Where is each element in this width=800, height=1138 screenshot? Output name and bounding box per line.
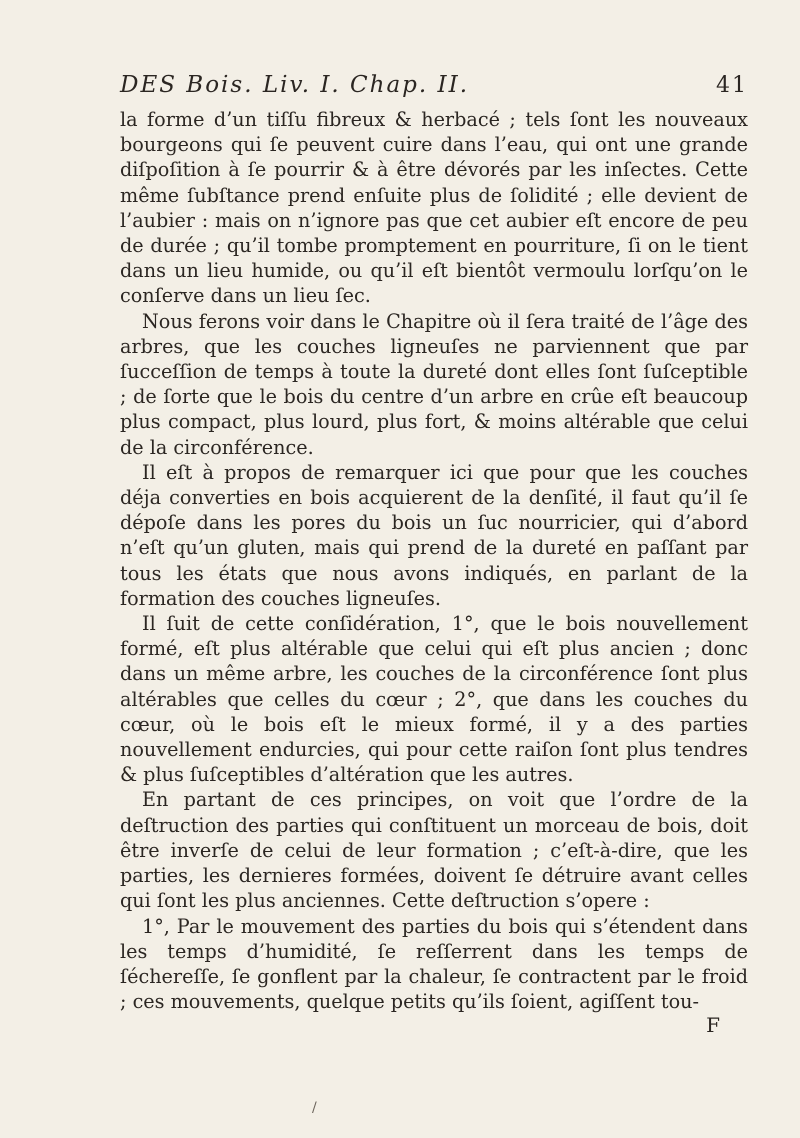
paragraph-1: la forme d’un tiſſu fibreux & herbacé ; tels ſont les nouveaux bourgeons qui ſe peuvent cuire dans l’eau, qui ont une grande diſpoſition à ſe pourrir & à être dévorés par les inſectes. Cette même ſubſtance prend enſuite plus de ſolidité ; elle devient de l’aubier : mais on n’ignore pas que cet aubier eſt encore de peu de durée ; qu’il tombe promptement en pourriture, ſi on le tient dans un lieu humide, ou qu’il eſt bientôt vermoulu lorſqu’on le conſerve dans un lieu ſec. <box>120 108 748 308</box>
running-head-title: DES Bois. Liv. I. Chap. II. <box>120 72 470 98</box>
signature-mark: F <box>706 1013 720 1038</box>
paragraph-4: Il ſuit de cette conſidération, 1°, que le bois nouvellement formé, eſt plus altérable que celui qui eſt plus ancien ; donc dans un même arbre, les couches de la circonférence ſont plus altérables que celles du cœur ; 2°, que dans les couches du cœur, où le bois eſt le mieux formé, il y a des parties nouvellement endurcies, qui pour cette raiſon ſont plus tendres & plus ſuſceptibles d’altération que les autres. <box>120 612 748 787</box>
paragraph-3: Il eſt à propos de remarquer ici que pour que les couches déja converties en bois acquierent de la denſité, il faut qu’il ſe dépoſe dans les pores du bois un ſuc nourricier, qui d’abord n’eſt qu’un gluten, mais qui prend de la dureté en paſſant par tous les états que nous avons indiqués, en parlant de la formation des couches ligneuſes. <box>120 460 748 610</box>
paragraph-5: En partant de ces principes, on voit que l’ordre de la deſtruction des parties qui conſtituent un morceau de bois, doit être inverſe de celui de leur formation ; c’eſt-à-dire, que les parties, les dernieres formées, doivent ſe détruire avant celles qui ſont les plus anciennes. Cette deſtruction s’opere : <box>120 788 748 913</box>
footer-mark: / <box>312 1100 317 1116</box>
paragraph-6: 1°, Par le mouvement des parties du bois qui s’étendent dans les temps d’humidité, ſe reſſerrent dans les temps de ſéchereſſe, ſe gonflent par la chaleur, ſe contractent par le froid ; ces mouvements, quelque petits qu’ils ſoient, agiſſent tou- <box>120 914 748 1014</box>
running-head <box>120 70 748 101</box>
page-number: 41 <box>716 73 748 98</box>
paragraph-2: Nous ferons voir dans le Chapitre où il ſera traité de l’âge des arbres, que les couches ligneuſes ne parviennent que par ſucceſſion de temps à toute la dureté dont elles ſont ſuſceptible ; de ſorte que le bois du centre d’un arbre en crûe eſt beaucoup plus compact, plus lourd, plus fort, & moins altérable que celui de la circonférence. <box>120 309 748 459</box>
